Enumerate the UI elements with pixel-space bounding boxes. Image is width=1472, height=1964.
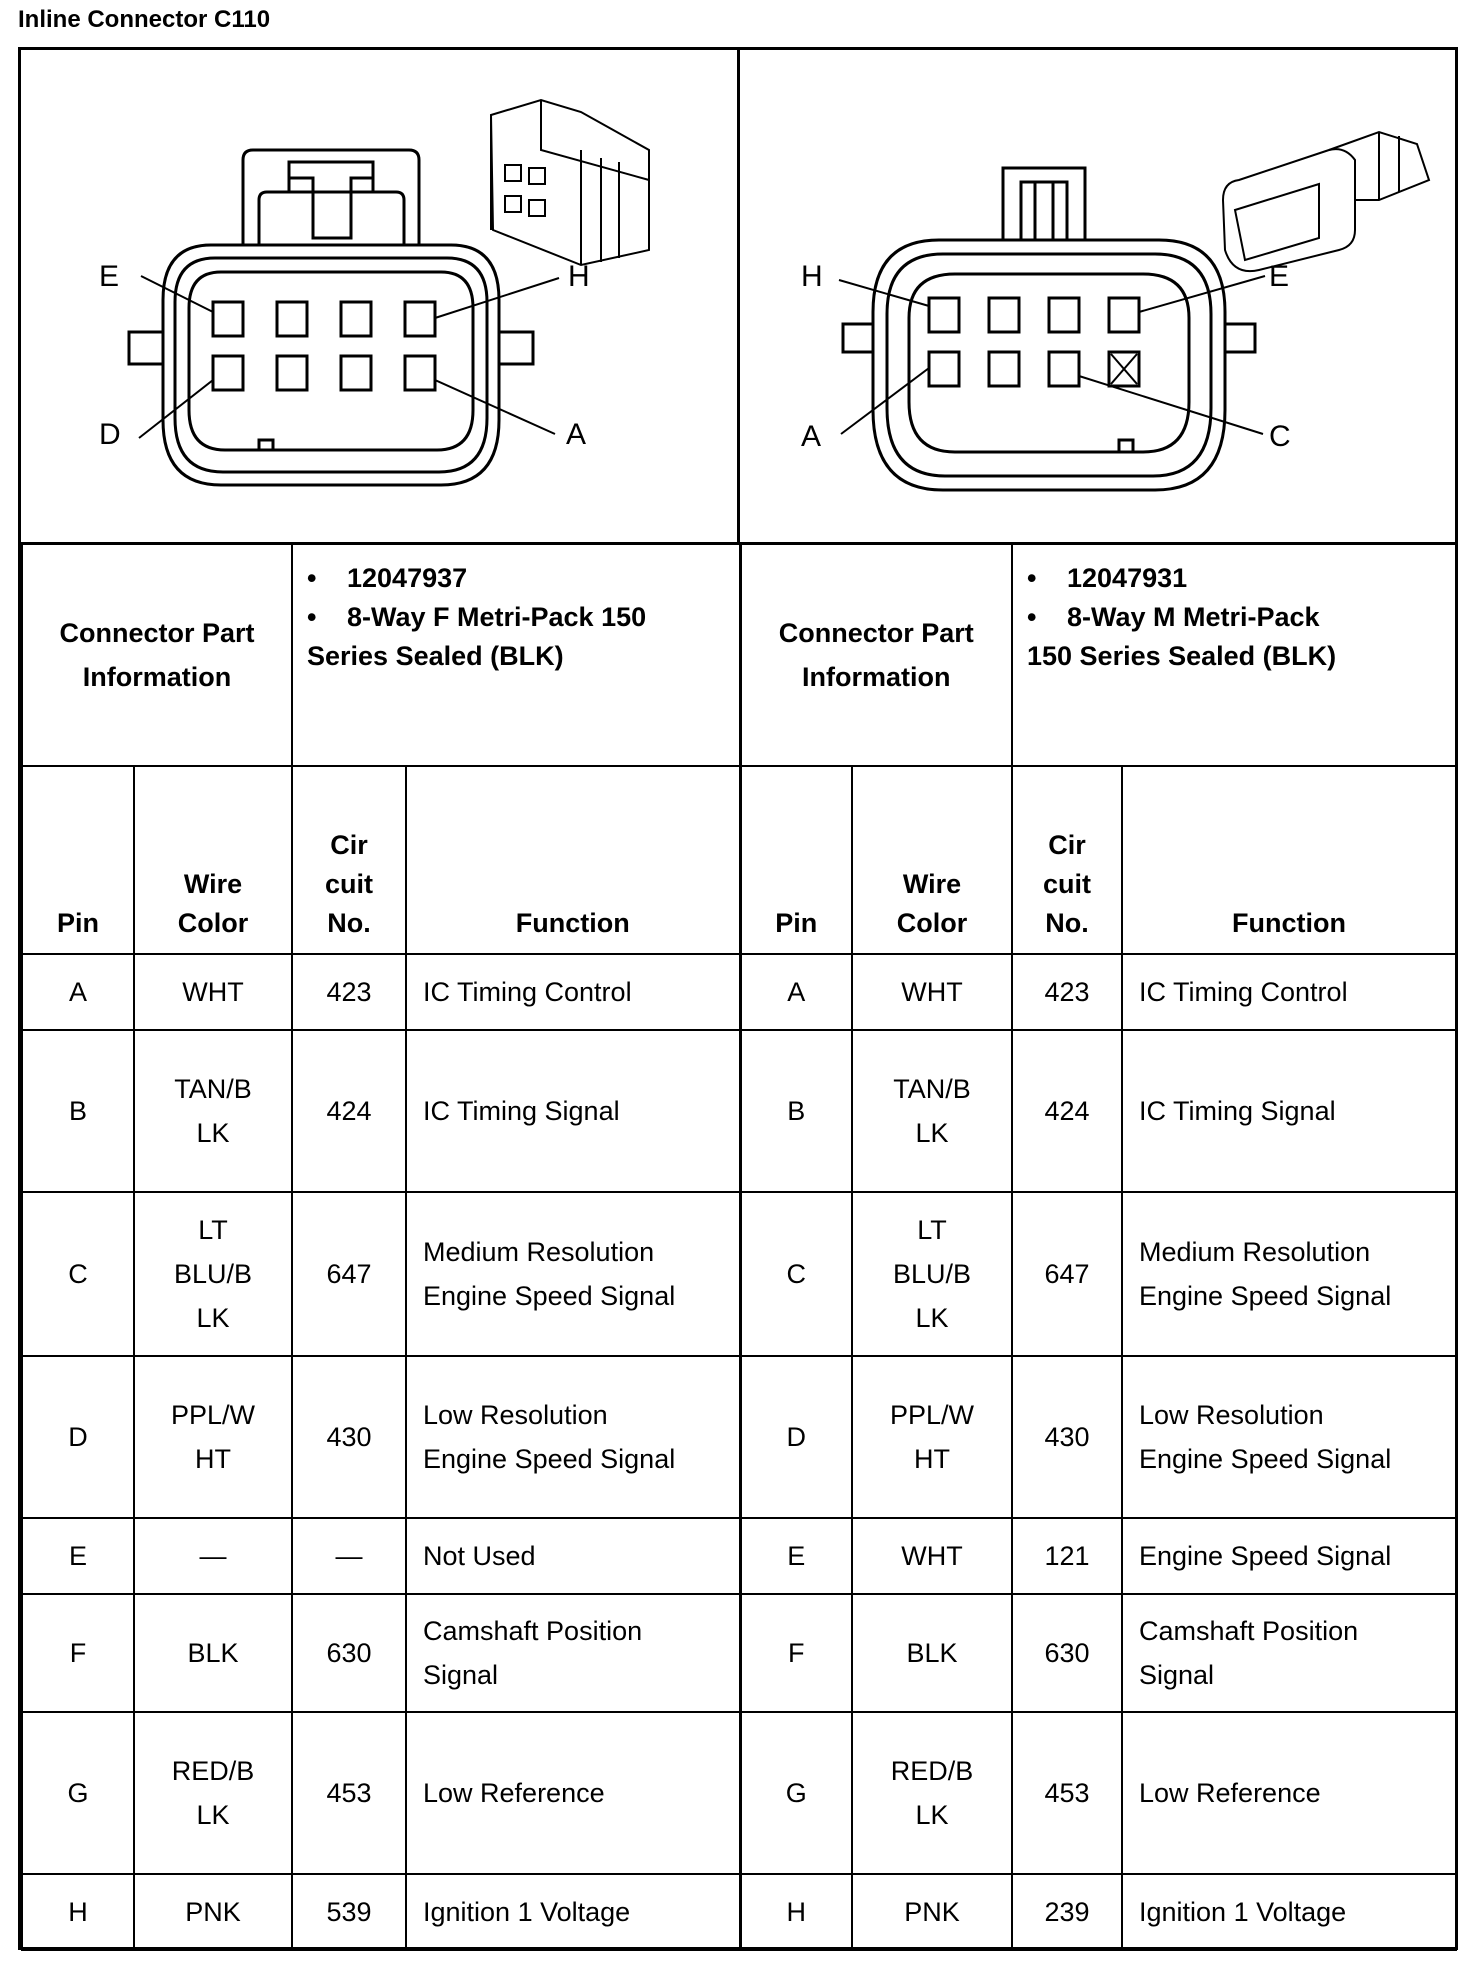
table-row — [22, 1594, 1456, 1712]
left-part-number-text: 12047937 — [347, 563, 468, 593]
left-part-desc-cont: Series Sealed (BLK) — [307, 641, 564, 671]
function-line: Engine Speed Signal — [423, 1280, 676, 1311]
wire-color-cell — [852, 1030, 1012, 1192]
circuit-number-cell: 430 — [1012, 1356, 1122, 1518]
right-part-desc: • 8-Way M Metri-Pack — [1027, 602, 1320, 632]
right-connector-diagram — [739, 50, 1455, 542]
header-cir-l1: Cir — [330, 829, 368, 860]
pinout-table — [21, 542, 1457, 1951]
function-cell — [1122, 954, 1456, 1030]
function-line: Ignition 1 Voltage — [1139, 1896, 1347, 1927]
right-diagram-label-a: A — [801, 420, 822, 453]
wire-color-cell — [134, 1594, 292, 1712]
right-part-info — [1012, 544, 1456, 766]
header-wire-left — [134, 766, 292, 954]
function-cell — [1122, 1192, 1456, 1356]
table-row — [22, 1874, 1456, 1950]
left-diagram-label-a: A — [566, 418, 587, 451]
function-line: Engine Speed Signal — [1139, 1280, 1392, 1311]
circuit-number-cell: — — [292, 1518, 406, 1594]
right-info-label — [740, 544, 1012, 766]
header-cir-r1: Cir — [1048, 829, 1086, 860]
function-cell — [1122, 1518, 1456, 1594]
left-part-info — [292, 544, 740, 766]
connector-sheet — [18, 47, 1458, 1950]
function-line: IC Timing Signal — [423, 1095, 620, 1126]
wire-color-cell — [134, 1874, 292, 1950]
circuit-number-cell: 539 — [292, 1874, 406, 1950]
pin-cell: F — [22, 1594, 134, 1712]
wire-color-line: PPL/W — [170, 1399, 256, 1430]
header-circuit-right — [1012, 766, 1122, 954]
header-circuit-left — [292, 766, 406, 954]
wire-color-line: LT — [198, 1214, 228, 1245]
function-line: Medium Resolution — [423, 1236, 655, 1267]
function-cell — [406, 1030, 740, 1192]
wire-color-line: BLK — [187, 1637, 239, 1668]
circuit-number-cell: 424 — [1012, 1030, 1122, 1192]
right-part-number-text: 12047931 — [1067, 563, 1188, 593]
wire-color-line: LT — [917, 1214, 947, 1245]
male-connector-drawing — [739, 50, 1455, 542]
header-wire-right — [852, 766, 1012, 954]
wire-color-cell — [134, 1712, 292, 1874]
table-row — [22, 954, 1456, 1030]
function-line: IC Timing Signal — [1139, 1095, 1336, 1126]
pin-cell: H — [740, 1874, 852, 1950]
function-cell — [1122, 1712, 1456, 1874]
wire-color-line: PPL/W — [889, 1399, 975, 1430]
circuit-number-cell: 630 — [1012, 1594, 1122, 1712]
header-pin-left: Pin — [22, 766, 134, 954]
pin-cell: G — [22, 1712, 134, 1874]
connector-info-row — [22, 544, 1456, 766]
left-info-label — [22, 544, 292, 766]
function-line: Low Reference — [1139, 1777, 1321, 1808]
pin-cell: D — [22, 1356, 134, 1518]
circuit-number-cell: 423 — [292, 954, 406, 1030]
table-row — [22, 1192, 1456, 1356]
circuit-number-cell: 239 — [1012, 1874, 1122, 1950]
wire-color-line: RED/B — [890, 1755, 974, 1786]
function-line: Low Resolution — [423, 1399, 608, 1430]
function-line: Camshaft Position — [1139, 1615, 1359, 1646]
wire-color-cell — [852, 1518, 1012, 1594]
left-connector-diagram — [21, 50, 739, 542]
pin-cell: A — [740, 954, 852, 1030]
header-cir-l3: No. — [327, 907, 371, 938]
wire-color-line: LK — [915, 1799, 949, 1830]
function-line: Engine Speed Signal — [423, 1443, 676, 1474]
wire-color-line: LK — [196, 1799, 230, 1830]
pin-cell: B — [740, 1030, 852, 1192]
circuit-number-cell: 453 — [1012, 1712, 1122, 1874]
table-row — [22, 1030, 1456, 1192]
wire-color-line: LK — [196, 1117, 230, 1148]
wire-color-line: BLU/B — [892, 1258, 972, 1289]
wire-color-line: TAN/B — [893, 1073, 971, 1104]
function-line: Signal — [1139, 1659, 1215, 1690]
page-title: Inline Connector C110 — [18, 6, 271, 33]
left-diagram-label-h: H — [568, 260, 590, 293]
pin-cell: C — [740, 1192, 852, 1356]
header-function-right: Function — [1122, 766, 1456, 954]
function-line: IC Timing Control — [423, 976, 632, 1007]
wire-color-line: LK — [915, 1302, 949, 1333]
circuit-number-cell: 121 — [1012, 1518, 1122, 1594]
pin-cell: H — [22, 1874, 134, 1950]
left-part-desc-text: 8-Way F Metri-Pack 150 — [347, 602, 647, 632]
wire-color-line: PNK — [904, 1896, 960, 1927]
function-cell — [406, 1874, 740, 1950]
function-cell — [406, 1518, 740, 1594]
function-line: Engine Speed Signal — [1139, 1540, 1392, 1571]
function-line: Signal — [423, 1659, 499, 1690]
function-line: IC Timing Control — [1139, 976, 1348, 1007]
table-row — [22, 1518, 1456, 1594]
wire-color-line: LK — [915, 1117, 949, 1148]
wire-color-line: BLK — [906, 1637, 958, 1668]
column-header-row — [22, 766, 1456, 954]
function-cell — [406, 1356, 740, 1518]
left-diagram-label-d: D — [99, 418, 121, 451]
header-wire-l2: Color — [177, 907, 249, 938]
header-cir-r2: cuit — [1042, 868, 1091, 899]
header-cir-l2: cuit — [324, 868, 373, 899]
function-cell — [406, 954, 740, 1030]
wire-color-line: PNK — [185, 1896, 241, 1927]
function-cell — [1122, 1594, 1456, 1712]
right-part-desc-cont: 150 Series Sealed (BLK) — [1027, 641, 1337, 671]
left-part-number: • 12047937 — [307, 563, 468, 593]
function-line: Camshaft Position — [423, 1615, 643, 1646]
pin-cell: E — [740, 1518, 852, 1594]
wire-color-line: WHT — [182, 976, 244, 1007]
function-line: Ignition 1 Voltage — [423, 1896, 631, 1927]
right-info-label-text: Connector Part Information — [778, 617, 974, 692]
left-diagram-label-e: E — [99, 260, 120, 293]
function-cell — [1122, 1030, 1456, 1192]
pin-cell: B — [22, 1030, 134, 1192]
circuit-number-cell: 430 — [292, 1356, 406, 1518]
circuit-number-cell: 647 — [1012, 1192, 1122, 1356]
wire-color-line: HT — [914, 1443, 950, 1474]
header-wire-r1: Wire — [902, 868, 962, 899]
header-cir-r3: No. — [1045, 907, 1089, 938]
wire-color-line: WHT — [901, 976, 963, 1007]
wire-color-cell — [852, 1356, 1012, 1518]
wire-color-cell — [134, 1518, 292, 1594]
function-cell — [1122, 1356, 1456, 1518]
left-info-label-text: Connector Part Information — [59, 617, 255, 692]
wire-color-line: — — [199, 1540, 227, 1571]
right-part-number: • 12047931 — [1027, 563, 1188, 593]
function-line: Not Used — [423, 1540, 536, 1571]
pin-cell: G — [740, 1712, 852, 1874]
wire-color-cell — [852, 1712, 1012, 1874]
right-diagram-label-c: C — [1269, 420, 1291, 453]
circuit-number-cell: 453 — [292, 1712, 406, 1874]
wire-color-line: WHT — [901, 1540, 963, 1571]
wire-color-line: HT — [195, 1443, 231, 1474]
circuit-number-cell: 424 — [292, 1030, 406, 1192]
function-cell — [406, 1712, 740, 1874]
right-diagram-label-e: E — [1269, 260, 1290, 293]
function-line: Engine Speed Signal — [1139, 1443, 1392, 1474]
circuit-number-cell: 423 — [1012, 954, 1122, 1030]
wire-color-line: LK — [196, 1302, 230, 1333]
wire-color-cell — [134, 954, 292, 1030]
wire-color-line: RED/B — [171, 1755, 255, 1786]
wire-color-cell — [852, 1874, 1012, 1950]
pin-cell: A — [22, 954, 134, 1030]
function-cell — [406, 1192, 740, 1356]
right-diagram-label-h: H — [801, 260, 823, 293]
right-part-desc-text: 8-Way M Metri-Pack — [1067, 602, 1320, 632]
header-function-left: Function — [406, 766, 740, 954]
left-part-desc: • 8-Way F Metri-Pack 150 — [307, 602, 647, 632]
circuit-number-cell: 647 — [292, 1192, 406, 1356]
pin-cell: F — [740, 1594, 852, 1712]
function-line: Low Resolution — [1139, 1399, 1324, 1430]
table-row — [22, 1712, 1456, 1874]
female-connector-drawing — [21, 50, 739, 542]
wire-color-cell — [852, 1594, 1012, 1712]
header-pin-right: Pin — [740, 766, 852, 954]
pin-cell: E — [22, 1518, 134, 1594]
table-row — [22, 1356, 1456, 1518]
wire-color-cell — [134, 1030, 292, 1192]
function-cell — [1122, 1874, 1456, 1950]
function-line: Low Reference — [423, 1777, 605, 1808]
wire-color-cell — [852, 954, 1012, 1030]
header-wire-r2: Color — [896, 907, 968, 938]
function-cell — [406, 1594, 740, 1712]
header-wire-l1: Wire — [183, 868, 243, 899]
wire-color-cell — [852, 1192, 1012, 1356]
wire-color-cell — [134, 1356, 292, 1518]
pin-cell: D — [740, 1356, 852, 1518]
pin-cell: C — [22, 1192, 134, 1356]
circuit-number-cell: 630 — [292, 1594, 406, 1712]
wire-color-cell — [134, 1192, 292, 1356]
wire-color-line: BLU/B — [173, 1258, 253, 1289]
function-line: Medium Resolution — [1139, 1236, 1371, 1267]
wire-color-line: TAN/B — [174, 1073, 252, 1104]
